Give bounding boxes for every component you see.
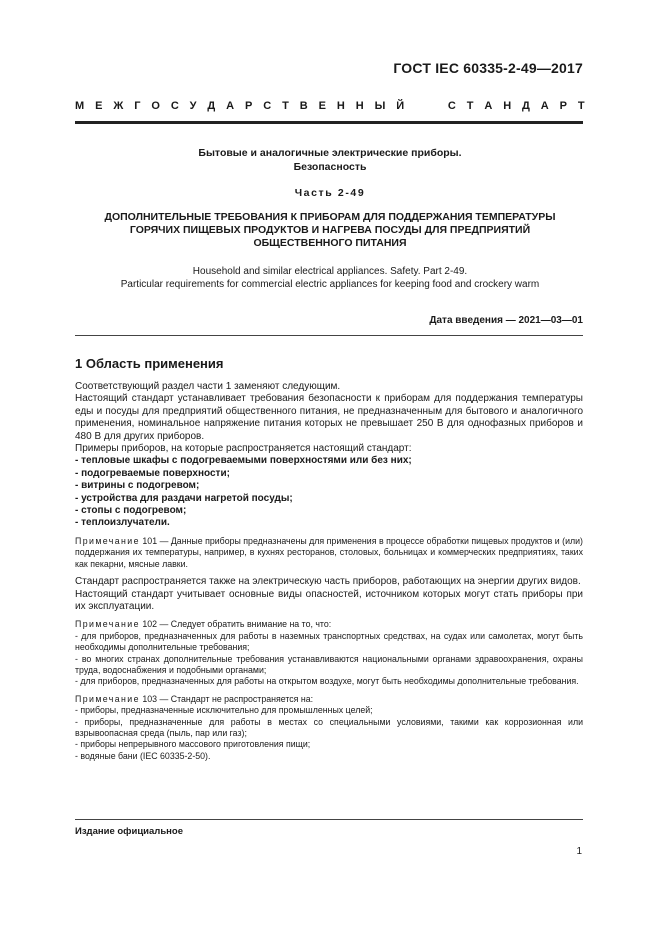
note-text: 103 — Стандарт не распространяется на: bbox=[142, 693, 314, 704]
header-rule bbox=[75, 121, 583, 124]
standard-kind-letter: Д bbox=[207, 100, 216, 112]
standard-kind-letter: Ж bbox=[113, 100, 124, 112]
standard-kind-letter: Й bbox=[396, 100, 405, 112]
english-title-line-2: Particular requirements for commercial electric appliances for keeping food and crockery warm bbox=[120, 279, 540, 290]
part-label: Часть 2-49 bbox=[294, 187, 366, 199]
main-title-line-3: ОБЩЕСТВЕННОГО ПИТАНИЯ bbox=[253, 237, 407, 249]
english-title bbox=[75, 265, 585, 291]
title-line-2: Безопасность bbox=[293, 161, 367, 173]
note-label: Примечание bbox=[75, 619, 140, 630]
standard-kind-letter: Т bbox=[466, 100, 474, 112]
standard-kind-letter: Н bbox=[503, 100, 512, 112]
title-line-1: Бытовые и аналогичные электрические приборы. bbox=[198, 147, 462, 159]
note-item: - водяные бани (IEC 60335-2-50). bbox=[75, 750, 211, 761]
intro-date: Дата введения — 2021—03—01 bbox=[429, 315, 583, 326]
section-heading: 1 Область применения bbox=[75, 356, 224, 371]
standard-kind-letter: М bbox=[75, 100, 85, 112]
standard-kind-letter: Ы bbox=[374, 100, 386, 112]
note-label: Примечание bbox=[75, 693, 140, 704]
paragraph: Настоящий стандарт учитывает основные виды опасностей, источником которых могут стать приборы при их эксплуатации. bbox=[75, 588, 583, 612]
standard-kind-letter: Т bbox=[577, 100, 585, 112]
standard-kind bbox=[75, 100, 585, 112]
standard-kind-letter: А bbox=[226, 100, 235, 112]
standard-kind-letter: А bbox=[540, 100, 549, 112]
standard-code: ГОСТ IEC 60335-2-49—2017 bbox=[393, 60, 583, 76]
standard-kind-letter: Д bbox=[522, 100, 530, 112]
paragraph: Примеры приборов, на которые распространяется настоящий стандарт: bbox=[75, 443, 412, 455]
standard-kind-letter: С bbox=[263, 100, 272, 112]
english-title-line-1: Household and similar electrical appliances. Safety. Part 2-49. bbox=[192, 266, 468, 277]
edition-label: Издание официальное bbox=[75, 826, 183, 837]
note-text: 102 — Следует обратить внимание на то, что: bbox=[142, 619, 332, 630]
standard-kind-letter: Н bbox=[355, 100, 364, 112]
standard-kind-letter: А bbox=[484, 100, 493, 112]
note-101 bbox=[75, 536, 583, 570]
list-item: - теплоизлучатели. bbox=[75, 517, 170, 529]
paragraph: Настоящий стандарт устанавливает требования безопасности к приборам для поддержания температуры еды и посуды для предприятий общественного питания, не предназначенным для бытового и аналогичного применения, номинальное напряжение питания которых не превышает 250 В для однофазных приборов и 480 В для других приборов. bbox=[75, 393, 583, 442]
note-text: 101 — Данные приборы предназначены для применения в процессе обработки пищевых продуктов и (или) поддержания их температуры, например, в кухнях ресторанов, столовых, больницах и коммерческих предприятиях, таких как пекарни, мясные лавки. bbox=[75, 535, 583, 569]
paragraph: Соответствующий раздел части 1 заменяют следующим. bbox=[75, 381, 341, 392]
list-item: - витрины с подогревом; bbox=[75, 480, 200, 492]
page-number: 1 bbox=[576, 846, 582, 857]
standard-kind-letter: Е bbox=[95, 100, 103, 112]
main-title bbox=[75, 211, 585, 250]
standard-kind-letter: У bbox=[189, 100, 197, 112]
main-title-line-2: ГОРЯЧИХ ПИЩЕВЫХ ПРОДУКТОВ И НАГРЕВА ПОСУДЫ ДЛЯ ПРЕДПРИЯТИЙ bbox=[129, 224, 531, 236]
standard-kind-letter: В bbox=[299, 100, 308, 112]
footer-rule bbox=[75, 819, 583, 820]
note-item: - приборы, предназначенные для работы в местах со специальными условиями, такими как коррозионная или взрывоопасная среда (пыль, пар или газ); bbox=[75, 716, 583, 738]
main-title-line-1: ДОПОЛНИТЕЛЬНЫЕ ТРЕБОВАНИЯ К ПРИБОРАМ ДЛЯ ПОДДЕРЖАНИЯ ТЕМПЕРАТУРЫ bbox=[104, 211, 556, 223]
paragraph: Стандарт распространяется также на электрическую часть приборов, работающих на энергии других видов. bbox=[75, 576, 581, 588]
list-item: - стопы с подогревом; bbox=[75, 505, 187, 517]
note-item: - для приборов, предназначенных для работы на открытом воздухе, могут быть необходимы дополнительные требования. bbox=[75, 676, 579, 687]
note-item: - приборы, предназначенные исключительно для промышленных целей; bbox=[75, 705, 373, 716]
list-item: - тепловые шкафы с подогреваемыми поверхностями или без них; bbox=[75, 455, 412, 467]
standard-kind-letter: О bbox=[151, 100, 160, 112]
note-102 bbox=[75, 619, 583, 630]
list-item: - подогреваемые поверхности; bbox=[75, 467, 230, 479]
standard-kind-letter: С bbox=[170, 100, 179, 112]
standard-kind-letter: Е bbox=[318, 100, 326, 112]
note-item: - во многих странах дополнительные требования устанавливаются национальными органами здравоохранения, охраны труда, водоснабжения и подобными органами; bbox=[75, 653, 583, 675]
note-label: Примечание bbox=[75, 535, 140, 546]
intro-rule bbox=[75, 335, 583, 336]
standard-kind-letter: Н bbox=[336, 100, 345, 112]
list-item: - устройства для раздачи нагретой посуды; bbox=[75, 492, 293, 504]
note-103 bbox=[75, 694, 583, 705]
section-body bbox=[75, 381, 583, 762]
note-item: - для приборов, предназначенных для работы в наземных транспортных средствах, на судах или самолетах, могут быть необходимы дополнительные требования; bbox=[75, 630, 583, 653]
note-item: - приборы непрерывного массового приготовления пищи; bbox=[75, 739, 311, 750]
standard-kind-letter: Р bbox=[559, 100, 567, 112]
standard-kind-letter: Т bbox=[282, 100, 289, 112]
standard-kind-letter: Г bbox=[134, 100, 141, 112]
title-block bbox=[75, 146, 585, 174]
standard-kind-letter: Р bbox=[245, 100, 253, 112]
standard-kind-letter: С bbox=[447, 100, 456, 112]
